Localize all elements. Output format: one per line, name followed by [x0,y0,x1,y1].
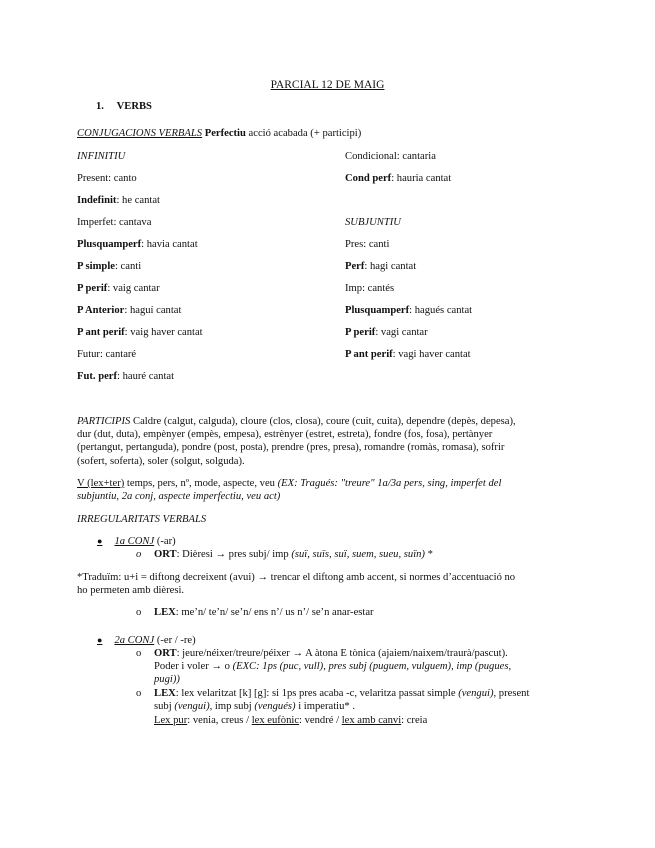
lex1-term: LEX [154,607,176,618]
conj2-ort-term: ORT [154,648,177,659]
section-number: 1. [96,101,104,112]
conj2-lex-types-line [154,714,427,727]
lex1-line [154,606,374,619]
conj2-lex-text-2b: , imp subj [209,701,252,712]
conj2-label: 2a CONJ [114,635,155,646]
conj2-lex-example-1: (vengui) [458,688,494,699]
participis-line-2: dur (dut, duta), empènyer (empès, empesa), estrènyer (estret, estreta), fondre (fos, fosa), pertànyer [77,429,493,440]
lex-eufonic-text: : vendré / [299,715,340,726]
conj2-lex-term: LEX [154,688,176,699]
plusquamperf-term: Plusquamperf [77,239,142,250]
pantperif-value: : vaig haver cantat [124,327,203,338]
vlex-line-1 [77,477,501,490]
pantperif-term: P ant perif [77,327,125,338]
conj1-ort-line [154,548,433,561]
conj1-ort-example: (suï, suïs, suï, suem, sueu, suïn) [291,549,425,560]
indefinit-term: Indefinit [77,195,117,206]
vlex-example-2: subjuntiu, 2a conj, aspecte imperfectiu, veu act) [77,491,281,502]
pperif-term: P perif [77,283,108,294]
bullet-icon: ● [97,536,103,546]
participis-text-1: Caldre (calgut, calguda), cloure (clos, closa), coure (cuit, cuita), dependre (depès, depesa), [133,416,516,427]
conj2-lex-line-1 [154,687,529,700]
poder-voler-example-2: pugi)) [154,674,180,685]
psimple-value: : canti [114,261,142,272]
conj1-sub-marker: o [136,549,142,560]
conj2-lex-text-1: : lex velaritzat [k] [g]: si 1ps pres acaba -c, velaritza passat simple [175,688,456,699]
conj1-label: 1a CONJ [114,536,155,547]
lex-pur-label: Lex pur [154,715,188,726]
indefinit-value: : he cantat [116,195,160,206]
poder-voler-line [154,660,511,673]
conj1-ort-text: : Dièresi → pres subj/ imp [176,549,289,560]
traduim-line-1: *Traduïm: u+i = diftong decreixent (avui) → trencar el diftong amb accent, si normes d’accentuació no [77,572,516,583]
conj2-sub-marker-2: o [136,688,142,699]
subj-pperif-value: : vagi cantar [375,327,428,338]
conj2-lex-example-3: (vengués) [254,701,296,712]
section-title: VERBS [116,101,152,112]
perf-term: Perf [345,261,365,272]
conj2-sub-marker-1: o [136,648,142,659]
condicional-line: Condicional: cantaria [345,151,436,162]
condperf-term: Cond perf [345,173,392,184]
conj1-bullet-label [97,536,154,547]
perf-line [345,260,416,273]
perf-value: : hagi cantat [364,261,417,272]
lex-pur-text: : venia, creus / [187,715,250,726]
plusquamperf-line [77,238,198,251]
conj2-ort-line [154,647,508,660]
lex1-sub-marker: o [136,607,142,618]
pantperif-line [77,326,203,339]
poder-voler-example: (EXC: 1ps (puc, vull), pres subj (puguem, vulguem), imp (pugues, [232,661,512,672]
conj2-ort-text: : jeure/néixer/treure/péixer → A àtona E tònica (ajaiem/naixem/traurà/pascut). [176,648,508,659]
conj1-ort-star: * [427,549,433,560]
imperfet-line: Imperfet: cantava [77,217,152,228]
conj2-bullet-label [97,635,154,646]
psimple-term: P simple [77,261,115,272]
futperf-value: : hauré cantat [117,371,175,382]
futur-line: Futur: cantaré [77,349,137,360]
page-title: PARCIAL 12 DE MAIG [270,79,385,91]
subjuntiu-heading: SUBJUNTIU [345,217,401,228]
traduim-line-2: ho permeten amb dièresi. [77,585,185,596]
pperif-line [77,282,160,295]
subj-pantperif-line [345,348,471,361]
infinitiu-heading: INFINITIU [77,151,126,162]
subj-pantperif-value: : vagi haver cantat [392,349,471,360]
lex-canvi-text: : creia [401,715,428,726]
section-heading [96,100,152,113]
psimple-line [77,260,141,273]
subj-plusquamperf-line [345,304,472,317]
vlex-example-1: (EX: Tragués: "treure" 1a/3a pers, sing, imperfet del [277,478,502,489]
lex-eufonic-label: lex eufònic [251,715,300,726]
conj1-suffix: (-ar) [156,536,176,547]
conj1-heading [97,535,176,548]
conj1-ort-term: ORT [154,549,177,560]
futperf-line [77,370,174,383]
futperf-term: Fut. perf [77,371,118,382]
conj2-lex-text-2a: subj [154,701,172,712]
poder-voler-text: Poder i voler → o [154,661,230,672]
participis-line-1 [77,415,516,428]
conjugacions-label: CONJUGACIONS VERBALS [77,128,203,139]
plusquamperf-value: : havia cantat [141,239,198,250]
participis-line-4: (sofert, soferta), soler (solgut, solguda). [77,456,245,467]
panterior-line [77,304,181,317]
vlex-text: temps, pers, nº, mode, aspecte, veu [126,478,275,489]
subj-pantperif-term: P ant perif [345,349,393,360]
conj2-lex-text-2c: i imperatiu* . [298,701,355,712]
pres-line: Pres: canti [345,239,390,250]
perfectiu-definition: acció acabada (+ participi) [248,128,362,139]
panterior-value: : haguí cantat [124,305,182,316]
lex-canvi-label: lex amb canvi [341,715,402,726]
participis-label: PARTICIPIS [77,416,131,427]
bullet-icon: ● [97,635,103,645]
perfectiu-term: Perfectiu [204,128,246,139]
conj2-suffix: (-er / -re) [156,635,196,646]
lex1-text: : me’n/ te’n/ se’n/ ens n’/ us n’/ se’n anar-estar [175,607,374,618]
vlex-label: V (lex+ter) [77,478,125,489]
panterior-term: P Anterior [77,305,125,316]
imp-line: Imp: cantés [345,283,395,294]
present-line: Present: canto [77,173,137,184]
subj-pperif-term: P perif [345,327,376,338]
conj2-lex-example-2: (vengui) [174,701,210,712]
pperif-value: : vaig cantar [107,283,160,294]
subj-plusquamperf-term: Plusquamperf [345,305,410,316]
conj2-heading [97,634,196,647]
condperf-line [345,172,451,185]
participis-line-3: (pertangut, pertanguda), pondre (post, posta), prendre (pres, presa), romandre (romàs, romasa), sofrir [77,442,505,453]
irregularitats-heading: IRREGULARITATS VERBALS [77,514,207,525]
conj2-lex-text-1b: , present [493,688,530,699]
subj-pperif-line [345,326,428,339]
subj-plusquamperf-value: : hagués cantat [409,305,473,316]
conj2-lex-line-2 [154,700,355,713]
conjugacions-line [77,127,361,140]
indefinit-line [77,194,160,207]
condperf-value: : hauria cantat [391,173,452,184]
